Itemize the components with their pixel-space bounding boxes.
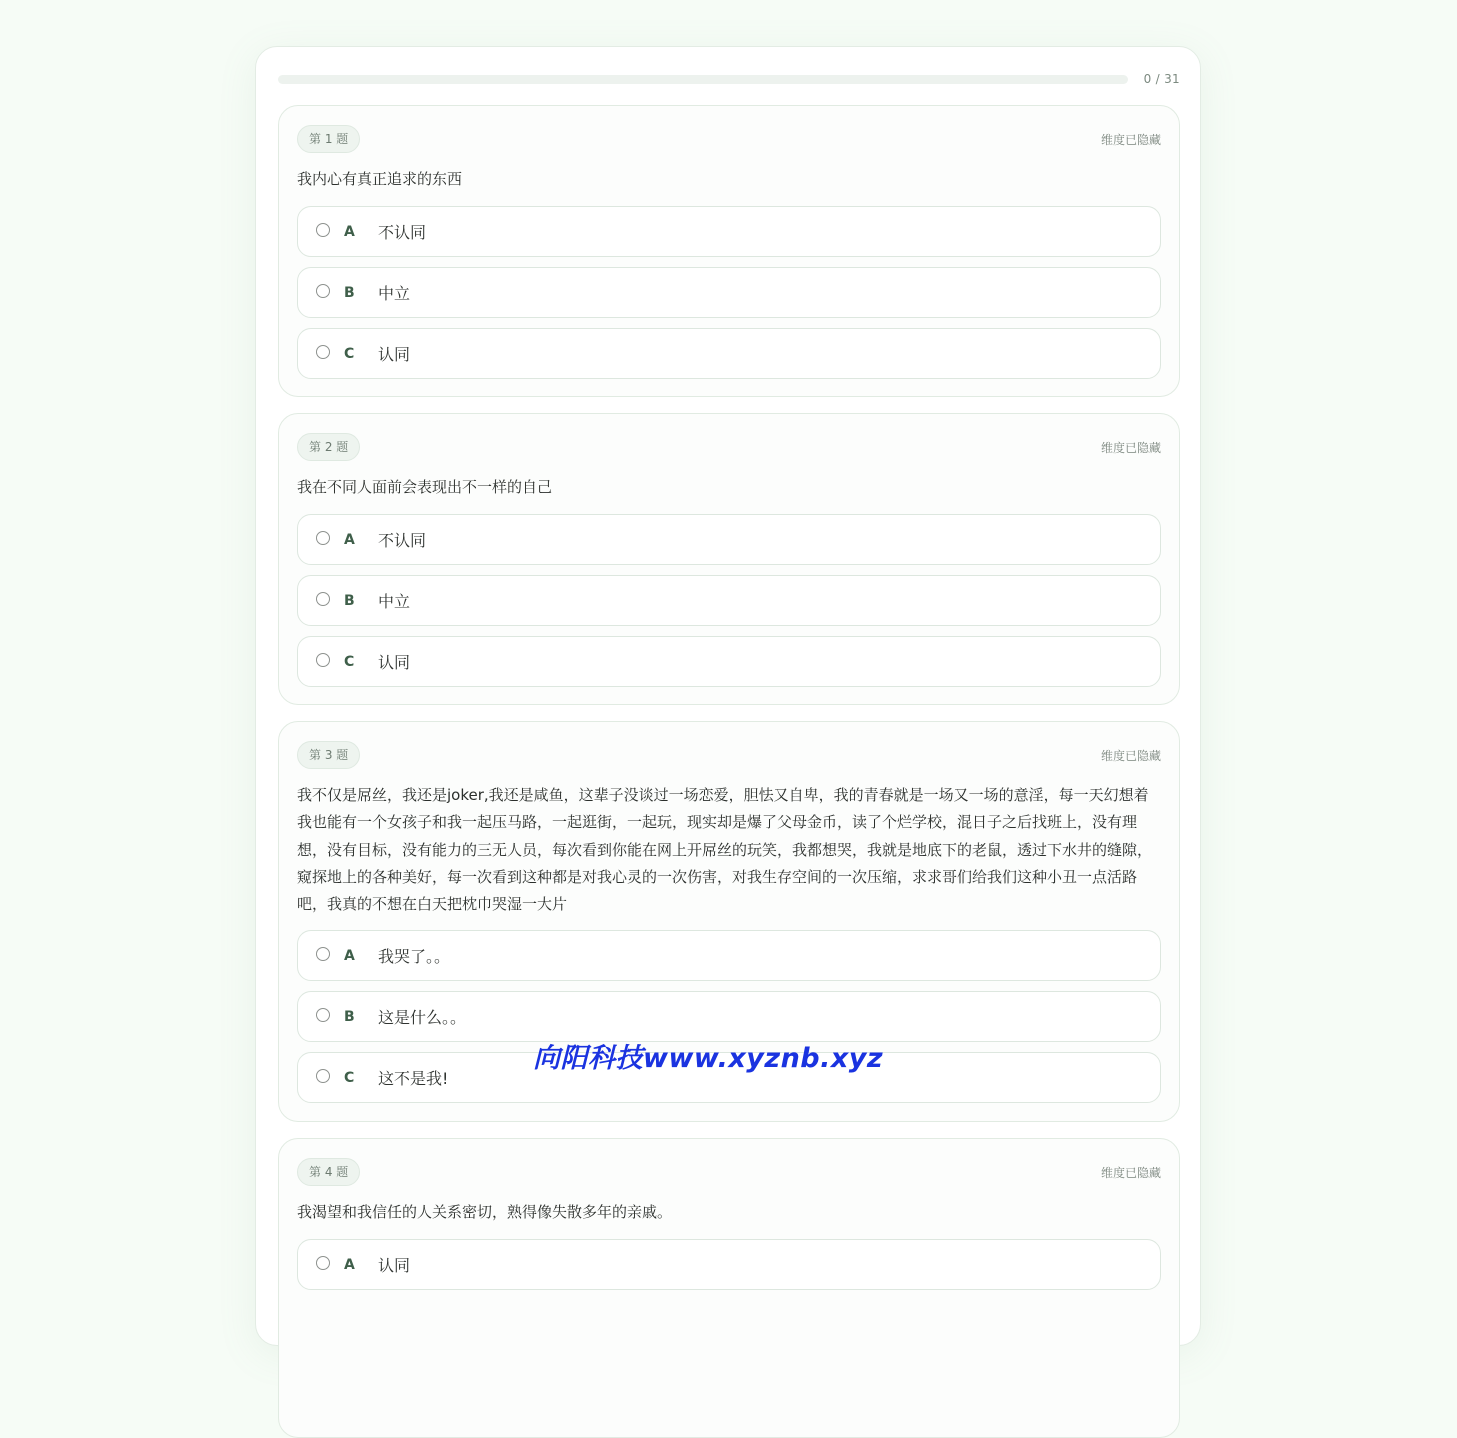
dimension-hidden-label: 维度已隐藏 xyxy=(1100,1166,1161,1180)
progress-bar xyxy=(278,75,1128,84)
radio-icon[interactable] xyxy=(316,1069,330,1083)
progress-count: 0 / 31 xyxy=(1143,72,1180,86)
option-c[interactable] xyxy=(297,328,1161,379)
radio-icon[interactable] xyxy=(316,653,330,667)
option-label: 认同 xyxy=(378,1256,411,1275)
option-a[interactable] xyxy=(297,1239,1161,1290)
question-number-badge: 第 3 题 xyxy=(297,741,360,769)
option-label: 不认同 xyxy=(378,223,427,242)
option-b[interactable] xyxy=(297,267,1161,318)
option-label: 这不是我! xyxy=(378,1069,449,1088)
option-key: A xyxy=(344,947,355,964)
dimension-hidden-label: 维度已隐藏 xyxy=(1100,441,1161,455)
option-key: A xyxy=(344,531,355,548)
dimension-hidden-label: 维度已隐藏 xyxy=(1100,749,1161,763)
radio-icon[interactable] xyxy=(316,1256,330,1270)
watermark-overlay: 向阳科技www.xyznb.xyz xyxy=(533,1043,884,1074)
radio-icon[interactable] xyxy=(316,947,330,961)
option-key: B xyxy=(344,592,355,609)
dimension-hidden-label: 维度已隐藏 xyxy=(1100,133,1161,147)
radio-icon[interactable] xyxy=(316,592,330,606)
radio-icon[interactable] xyxy=(316,345,330,359)
option-label: 不认同 xyxy=(378,531,427,550)
question-text: 我渴望和我信任的人关系密切，熟得像失散多年的亲戚。 xyxy=(297,1203,673,1221)
option-c[interactable] xyxy=(297,636,1161,687)
option-label: 我哭了。。 xyxy=(378,947,451,966)
question-number-badge: 第 1 题 xyxy=(297,125,360,153)
question-text: 我在不同人面前会表现出不一样的自己 xyxy=(297,478,553,496)
radio-icon[interactable] xyxy=(316,284,330,298)
option-label: 认同 xyxy=(378,345,411,364)
option-a[interactable] xyxy=(297,930,1161,981)
option-key: A xyxy=(344,1256,355,1273)
option-key: A xyxy=(344,223,355,240)
question-number-badge: 第 2 题 xyxy=(297,433,360,461)
option-b[interactable] xyxy=(297,575,1161,626)
option-label: 中立 xyxy=(378,284,411,303)
option-label: 认同 xyxy=(378,653,411,672)
radio-icon[interactable] xyxy=(316,223,330,237)
option-key: C xyxy=(344,653,355,670)
quiz-panel xyxy=(255,46,1201,1346)
option-key: B xyxy=(344,1008,355,1025)
option-label: 中立 xyxy=(378,592,411,611)
radio-icon[interactable] xyxy=(316,531,330,545)
question-card-1 xyxy=(278,105,1180,397)
radio-icon[interactable] xyxy=(316,1008,330,1022)
option-a[interactable] xyxy=(297,514,1161,565)
question-text: 我内心有真正追求的东西 xyxy=(297,170,463,188)
question-number-badge: 第 4 题 xyxy=(297,1158,360,1186)
option-a[interactable] xyxy=(297,206,1161,257)
option-label: 这是什么。。 xyxy=(378,1008,467,1027)
question-card-4 xyxy=(278,1138,1180,1438)
option-key: C xyxy=(344,1069,355,1086)
option-key: B xyxy=(344,284,355,301)
option-b[interactable] xyxy=(297,991,1161,1042)
question-text: 我不仅是屌丝，我还是joker,我还是咸鱼，这辈子没谈过一场恋爱，胆怯又自卑，我的青春就是一场又一场的意淫，每一天幻想着我也能有一个女孩子和我一起压马路，一起逛街，一起玩，现实却是爆了父母金币，读了个烂学校，混日子之后找班上，没有理想，没有目标，没有能力的三无人员，每次看到你能在网上开屌丝的玩笑，我都想哭，我就是地底下的老鼠，透过下水井的缝隙，窥探地上的各种美好，每一次看到这种都是对我心灵的一次伤害，对我生存空间的一次压缩，求求哥们给我们这种小丑一点活路吧，我真的不想在白天把枕巾哭湿一大片 xyxy=(297,786,1153,914)
progress-row xyxy=(278,73,1180,85)
question-card-2 xyxy=(278,413,1180,705)
option-key: C xyxy=(344,345,355,362)
